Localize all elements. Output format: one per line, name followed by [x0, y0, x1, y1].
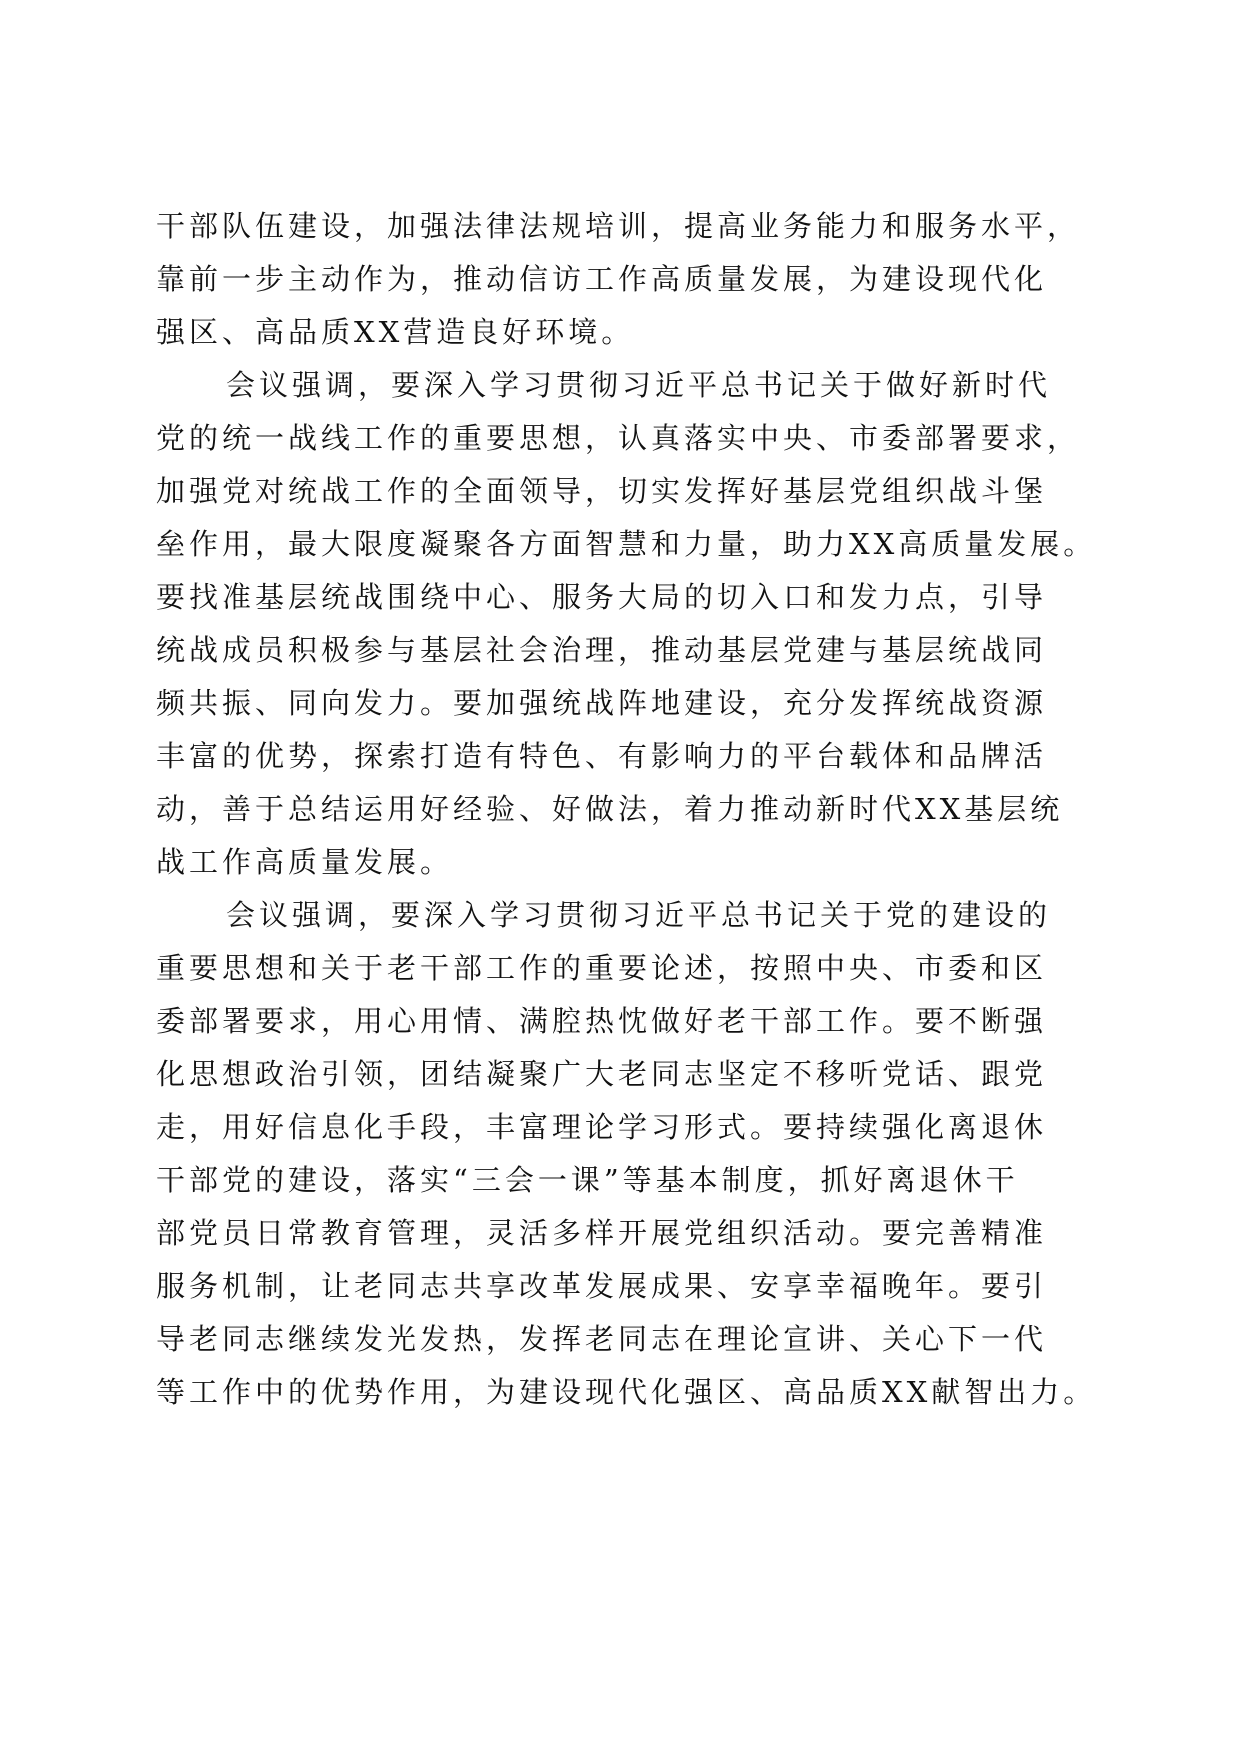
text-line: 服务机制，让老同志共享改革发展成果、安享幸福晚年。要引	[156, 1269, 1048, 1303]
text-line: 频共振、同向发力。要加强统战阵地建设，充分发挥统战资源	[156, 686, 1048, 720]
text-line: 部党员日常教育管理，灵活多样开展党组织活动。要完善精准	[156, 1216, 1048, 1250]
text-line: 动，善于总结运用好经验、好做法，着力推动新时代XX基层统	[156, 792, 1064, 826]
text-line: 战工作高质量发展。	[156, 845, 454, 879]
text-line: 委部署要求，用心用情、满腔热忱做好老干部工作。要不断强	[156, 1004, 1048, 1038]
text-line: 干部党的建设，落实“三会一课”等基本制度，抓好离退休干	[156, 1163, 1019, 1197]
text-line: 强区、高品质XX营造良好环境。	[156, 315, 635, 349]
text-line: 等工作中的优势作用，为建设现代化强区、高品质XX献智出力。	[156, 1375, 1097, 1409]
text-line: 导老同志继续发光发热，发挥老同志在理论宣讲、关心下一代	[156, 1322, 1048, 1356]
text-line: 重要思想和关于老干部工作的重要论述，按照中央、市委和区	[156, 951, 1048, 985]
text-line: 丰富的优势，探索打造有特色、有影响力的平台载体和品牌活	[156, 739, 1048, 773]
text-line: 垒作用，最大限度凝聚各方面智慧和力量，助力XX高质量发展。	[156, 527, 1097, 561]
text-line: 统战成员积极参与基层社会治理，推动基层党建与基层统战同	[156, 633, 1048, 667]
paragraph-start-line: 会议强调，要深入学习贯彻习近平总书记关于党的建设的	[226, 898, 1052, 932]
text-line: 走，用好信息化手段，丰富理论学习形式。要持续强化离退休	[156, 1110, 1048, 1144]
text-line: 靠前一步主动作为，推动信访工作高质量发展，为建设现代化	[156, 262, 1048, 296]
paragraph-start-line: 会议强调，要深入学习贯彻习近平总书记关于做好新时代	[226, 368, 1052, 402]
text-line: 干部队伍建设，加强法律法规培训，提高业务能力和服务水平，	[156, 209, 1081, 243]
text-line: 化思想政治引领，团结凝聚广大老同志坚定不移听党话、跟党	[156, 1057, 1048, 1091]
document-body	[156, 200, 1096, 1419]
text-line: 党的统一战线工作的重要思想，认真落实中央、市委部署要求，	[156, 421, 1081, 455]
text-line: 要找准基层统战围绕中心、服务大局的切入口和发力点，引导	[156, 580, 1048, 614]
text-line: 加强党对统战工作的全面领导，切实发挥好基层党组织战斗堡	[156, 474, 1048, 508]
